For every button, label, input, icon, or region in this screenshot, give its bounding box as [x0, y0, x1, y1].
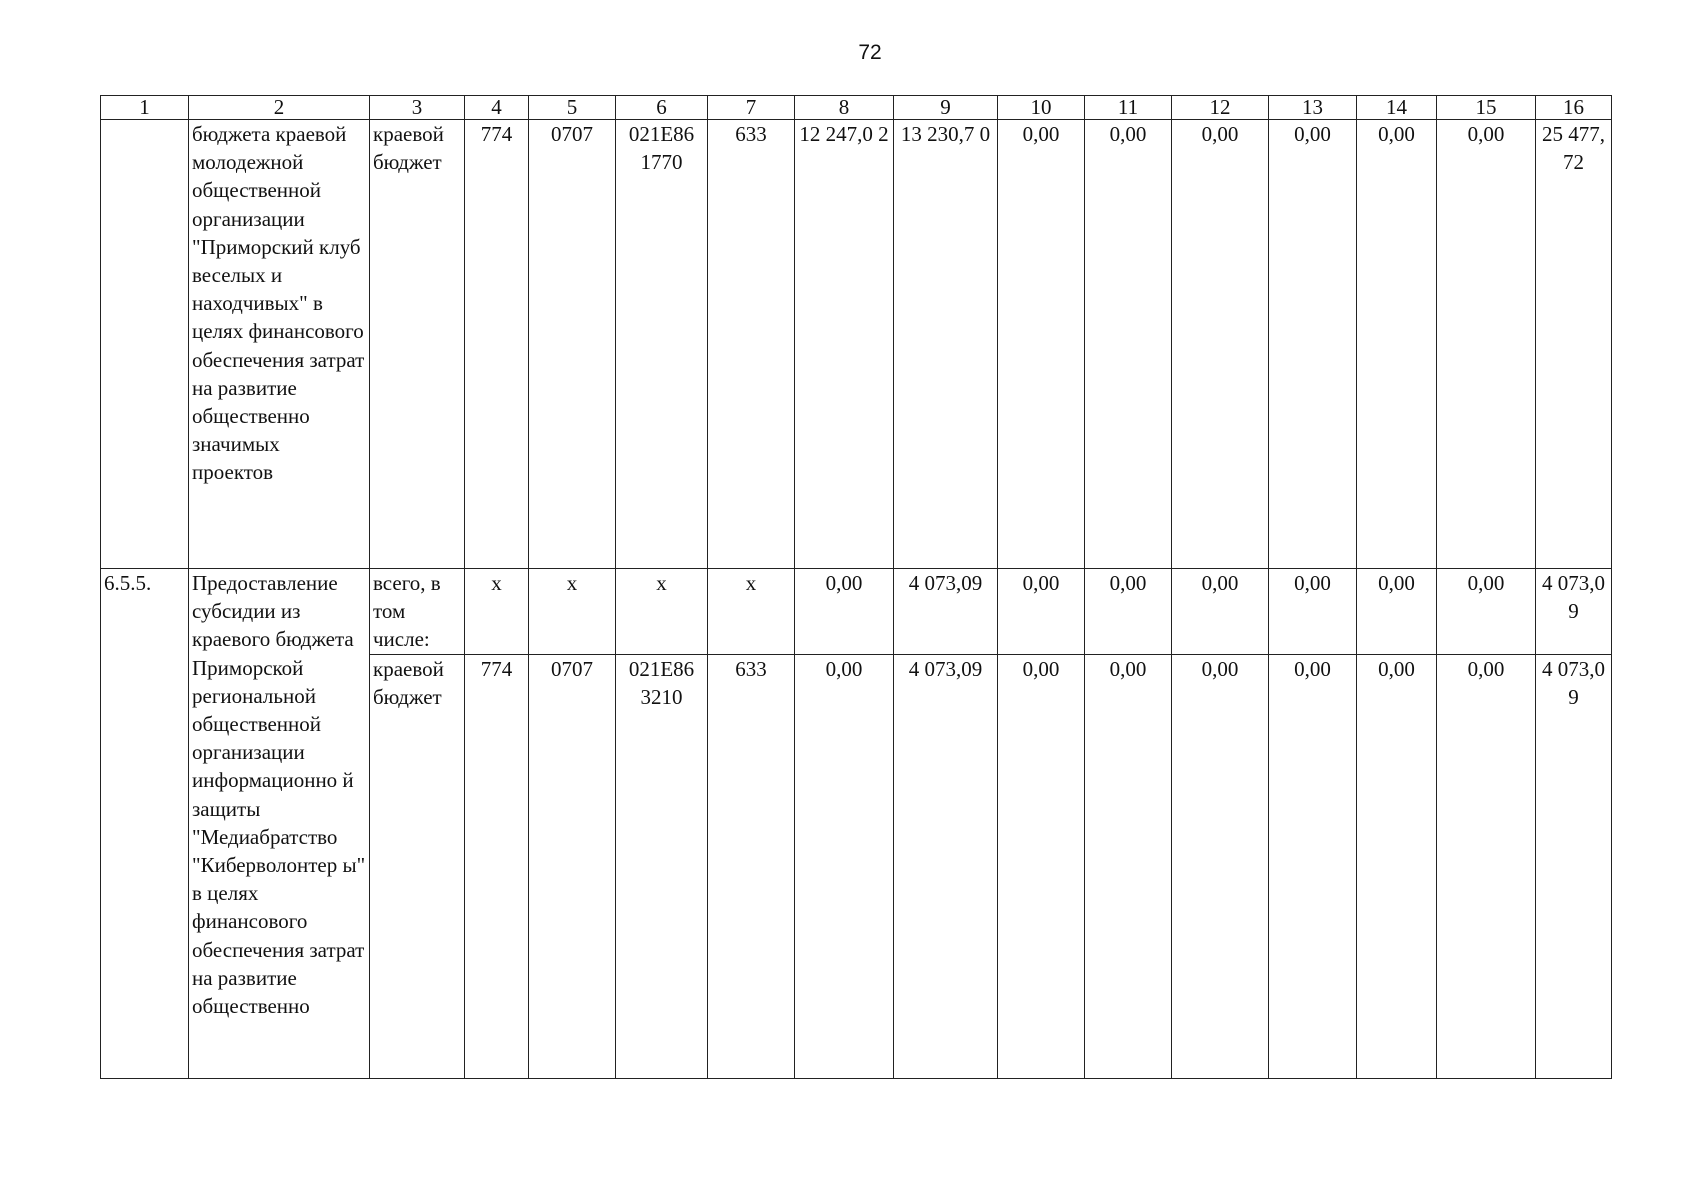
column-number: 2	[189, 96, 370, 120]
column-number: 14	[1357, 96, 1437, 120]
column-number-row	[101, 96, 1612, 120]
value-cell-13: 0,00	[1269, 120, 1357, 569]
value-cell-13: 0,00	[1269, 654, 1357, 1078]
column-number: 15	[1437, 96, 1536, 120]
item-number-cell	[101, 120, 189, 569]
column-number: 10	[998, 96, 1085, 120]
funding-source-cell: краевой бюджет	[370, 654, 465, 1078]
expense-type-cell: 633	[708, 654, 795, 1078]
column-number: 11	[1085, 96, 1172, 120]
value-cell-8: 0,00	[795, 654, 894, 1078]
value-cell-9: 4 073,09	[894, 654, 998, 1078]
grbs-code-cell: 774	[465, 120, 529, 569]
value-cell-10: 0,00	[998, 569, 1085, 655]
target-code-cell: 021E86 1770	[616, 120, 708, 569]
table-row-continuation	[101, 120, 1612, 569]
expense-type-cell: x	[708, 569, 795, 655]
target-code-cell: 021E86 3210	[616, 654, 708, 1078]
item-name-cell: Предоставление субсидии из краевого бюджета Приморской региональной общественной организации информационно й защиты "Медиабратство "Киберволонтер ы" в целях финансового обеспечения затрат на развитие общественно	[189, 569, 370, 1079]
column-number: 3	[370, 96, 465, 120]
column-number: 12	[1172, 96, 1269, 120]
expense-type-cell: 633	[708, 120, 795, 569]
target-code-cell: x	[616, 569, 708, 655]
item-name-cell: бюджета краевой молодежной общественной организации "Приморский клуб веселых и находчивых" в целях финансового обеспечения затрат на развитие общественно значимых проектов	[189, 120, 370, 569]
section-code-cell: 0707	[529, 654, 616, 1078]
item-number-cell: 6.5.5.	[101, 569, 189, 1079]
value-cell-12: 0,00	[1172, 569, 1269, 655]
column-number: 7	[708, 96, 795, 120]
value-cell-14: 0,00	[1357, 120, 1437, 569]
budget-table	[100, 95, 1612, 1079]
section-code-cell: x	[529, 569, 616, 655]
grbs-code-cell: x	[465, 569, 529, 655]
column-number: 13	[1269, 96, 1357, 120]
value-cell-16: 4 073,0 9	[1536, 654, 1612, 1078]
value-cell-14: 0,00	[1357, 569, 1437, 655]
value-cell-11: 0,00	[1085, 120, 1172, 569]
funding-source-cell: краевой бюджет	[370, 120, 465, 569]
value-cell-9: 4 073,09	[894, 569, 998, 655]
value-cell-13: 0,00	[1269, 569, 1357, 655]
column-number: 4	[465, 96, 529, 120]
value-cell-9: 13 230,7 0	[894, 120, 998, 569]
column-number: 8	[795, 96, 894, 120]
value-cell-10: 0,00	[998, 654, 1085, 1078]
funding-source-cell: всего, в том числе:	[370, 569, 465, 655]
value-cell-15: 0,00	[1437, 569, 1536, 655]
column-number: 5	[529, 96, 616, 120]
column-number: 16	[1536, 96, 1612, 120]
value-cell-11: 0,00	[1085, 654, 1172, 1078]
column-number: 1	[101, 96, 189, 120]
page-number: 72	[858, 41, 882, 64]
value-cell-15: 0,00	[1437, 654, 1536, 1078]
column-number: 9	[894, 96, 998, 120]
value-cell-10: 0,00	[998, 120, 1085, 569]
value-cell-14: 0,00	[1357, 654, 1437, 1078]
value-cell-8: 12 247,0 2	[795, 120, 894, 569]
grbs-code-cell: 774	[465, 654, 529, 1078]
table-row-item-6-5-5-total	[101, 569, 1612, 655]
value-cell-16: 25 477, 72	[1536, 120, 1612, 569]
column-number: 6	[616, 96, 708, 120]
value-cell-16: 4 073,0 9	[1536, 569, 1612, 655]
value-cell-11: 0,00	[1085, 569, 1172, 655]
section-code-cell: 0707	[529, 120, 616, 569]
value-cell-12: 0,00	[1172, 654, 1269, 1078]
value-cell-12: 0,00	[1172, 120, 1269, 569]
value-cell-15: 0,00	[1437, 120, 1536, 569]
value-cell-8: 0,00	[795, 569, 894, 655]
